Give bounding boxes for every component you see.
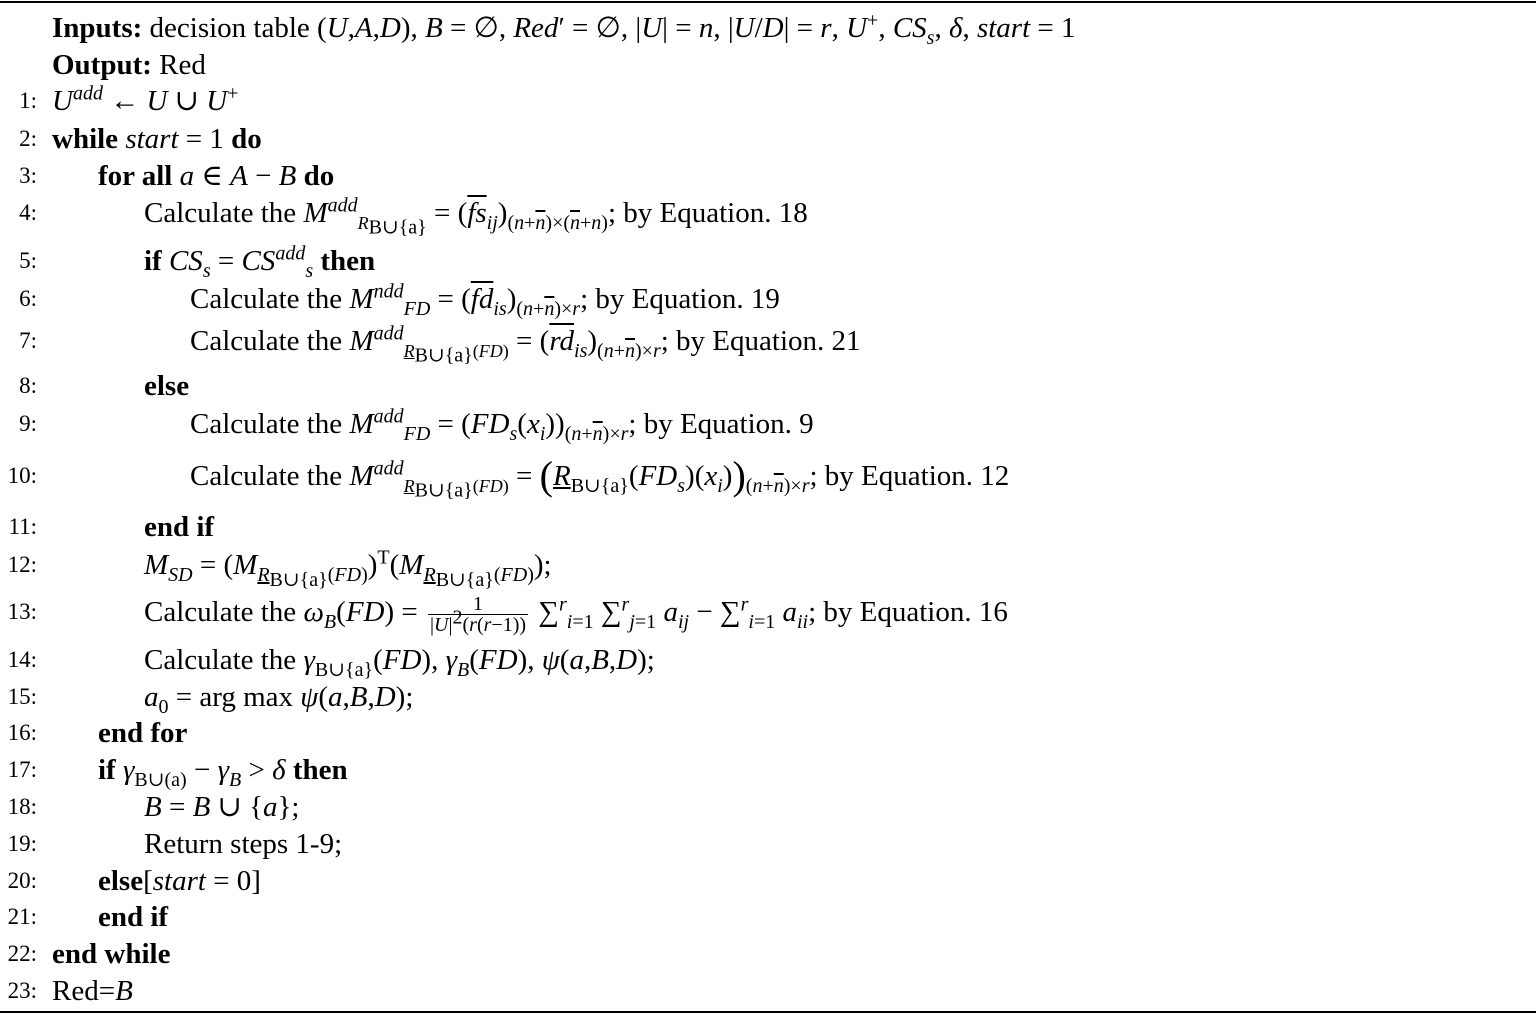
line-number: 10: xyxy=(7,463,37,488)
line-number: 4: xyxy=(19,200,37,225)
line-text: $U^{add}$ ← U ∪ U+ xyxy=(52,82,239,117)
bottom-rule xyxy=(0,1011,1536,1013)
line-number: 3: xyxy=(19,163,37,188)
line-text: Return steps 1-9; xyxy=(144,828,343,860)
line-text: for all a ∈ A − B do xyxy=(98,160,335,192)
line-text: if $CS_s = CS^{add}_s$ then xyxy=(144,242,376,282)
line-text: else[start = 0] xyxy=(98,865,261,897)
line-text: end for xyxy=(98,717,188,749)
line-number: 1: xyxy=(19,88,37,113)
line-text: else xyxy=(144,370,190,402)
line-number: 2: xyxy=(19,126,37,151)
inputs-text: decision table (U,A,D), B = ∅, Red′ = ∅, |U| = n, |U/D| = r, U+, $CS_s$, δ, start = 1 xyxy=(142,9,1076,49)
line-text: end if xyxy=(144,511,215,543)
line-text: Calculate the $M^{add}_{R_{B\cup\{a\}}(FD)} = (\overline{rd}_{is})_{(n+\overline{n})\times r}$; by Equation. 21 xyxy=(190,322,861,367)
line-number: 11: xyxy=(8,514,37,539)
line-number: 5: xyxy=(19,248,37,273)
output-label: Output: xyxy=(52,49,152,81)
line-text: Red=B xyxy=(52,975,133,1007)
line-text: $M_{SD} = (M_{R_{B\cup\{a\}}(FD)})^T(M_{R_{B\cup\{a\}}(FD)})$; xyxy=(144,546,552,591)
line-text: end while xyxy=(52,938,171,970)
line-number: 22: xyxy=(7,941,37,966)
line-number: 14: xyxy=(7,647,37,672)
line-text: Calculate the $M^{add}_{FD} = (FD_s(x_i))_{(n+\overline{n})\times r}$; by Equation. 9 xyxy=(190,405,814,445)
line-text: Calculate the $\omega_B(FD)$ = $\frac{1}{|U|^2(r(r-1))}$ ∑$^r_{i=1}$ ∑$^r_{j=1}$ $a_{ij} - \sum^r_{i=1}$ $a_{ii}$; by Equation. 16 xyxy=(144,593,1008,636)
line-text: Calculate the $\gamma_{B\cup\{a\}}(FD)$, $\gamma_B(FD)$, ψ(a,B,D); xyxy=(144,644,655,681)
line-text: $a_0$ = arg max ψ(a,B,D); xyxy=(144,681,414,718)
line-number: 6: xyxy=(19,286,37,311)
line-number: 18: xyxy=(7,794,37,819)
line-text: Calculate the $M^{add}_{R_{B\cup\{a\}}} = (\overline{fs}_{ij})_{(n+\overline{n})\times(\overline{n}+n)}$; by Equation. 18 xyxy=(144,194,808,239)
line-number: 23: xyxy=(7,978,37,1003)
line-text: while start = 1 do xyxy=(52,123,262,155)
line-number: 16: xyxy=(7,720,37,745)
line-number: 21: xyxy=(7,904,37,929)
line-number: 19: xyxy=(7,831,37,856)
line-number: 17: xyxy=(7,757,37,782)
line-number: 15: xyxy=(7,684,37,709)
line-number: 20: xyxy=(7,868,37,893)
line-text: Calculate the $M^{add}_{R_{B\cup\{a\}}(FD)} = (R_{B\cup\{a\}}(FD_s)(x_i))_{(n+\overline{n})\times r}$; by Equation. 12 xyxy=(190,453,1010,502)
line-number: 7: xyxy=(19,328,37,353)
line-text: if $\gamma_{B\cup(a)} - \gamma_B > \delta$ then xyxy=(98,754,348,791)
top-rule xyxy=(0,1,1536,3)
line-number: 13: xyxy=(7,599,37,624)
line-text: Calculate the $M^{ndd}_{FD} = (\overline{fd}_{is})_{(n+\overline{n})\times r}$; by Equation. 19 xyxy=(190,280,780,320)
line-number: 8: xyxy=(19,373,37,398)
inputs-label: Inputs: xyxy=(52,12,143,44)
line-number: 9: xyxy=(19,411,37,436)
line-number: 12: xyxy=(7,552,37,577)
line-text: end if xyxy=(98,901,169,933)
line-text: B = B ∪ {a}; xyxy=(144,791,300,823)
output-text: Red xyxy=(151,49,206,81)
